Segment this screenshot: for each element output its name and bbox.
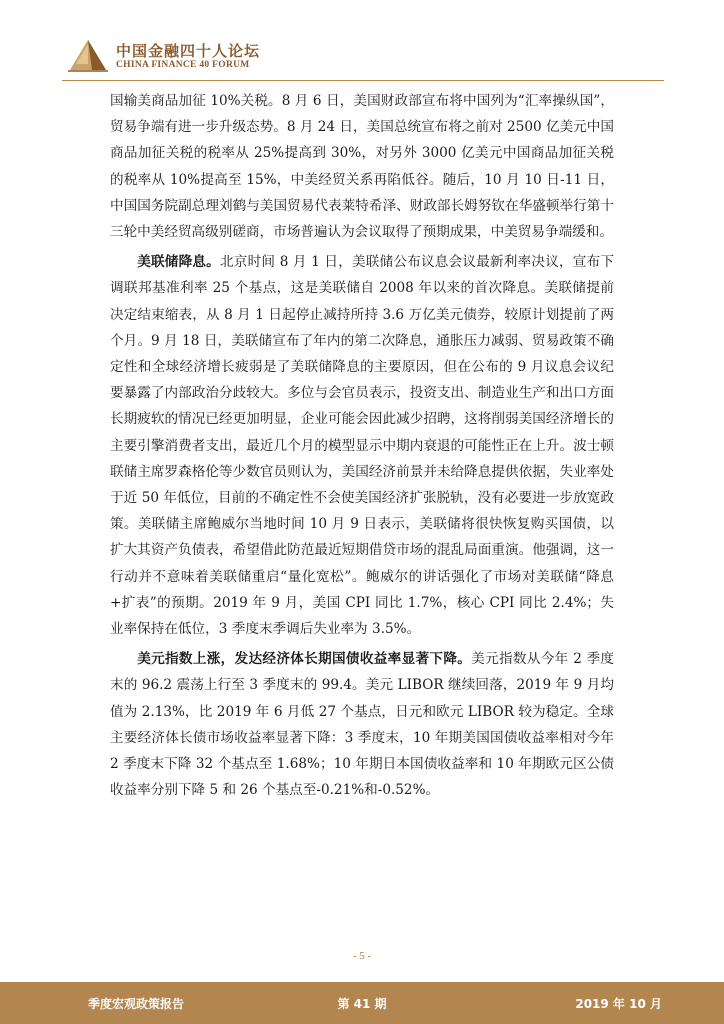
paragraph-trade-dispute (110, 88, 614, 245)
paragraph-text: 美元指数从今年 2 季度末的 96.2 震荡上行至 3 季度末的 99.4。美元 LIBOR 继续回落，2019 年 9 月均值为 2.13%，比 2019 年 6 月低 27 个基点，日元和欧元 LIBOR 较为稳定。全球主要经济体长债市场收益率显著下降：3 季度末，10 年期美国国债收益率相对今年 2 季度末下降 32 个基点至 1.68%；10 年期日本国债收益率和 10 年期欧元区公债收益率分别下降 5 和 26 个基点至-0.21%和-0.52%。 (110, 651, 615, 799)
page-header (0, 0, 724, 80)
brand-name-english: CHINA FINANCE 40 FORUM (116, 60, 250, 70)
footer-issue-number: 第 41 期 (337, 997, 387, 1011)
paragraph-lead: 美联储降息。 (137, 254, 220, 271)
report-body (110, 88, 614, 807)
page-number: - 5 - (352, 950, 372, 962)
footer-date: 2019 年 10 月 (575, 997, 662, 1011)
footer-report-title: 季度宏观政策报告 (88, 997, 185, 1011)
paragraph-lead: 美元指数上涨，发达经济体长期国债收益率显著下降。 (137, 651, 472, 668)
paragraph-text: 北京时间 8 月 1 日，美联储公布议息会议最新利率决议，宣布下调联邦基准利率 25 个基点，这是美联储自 2008 年以来的首次降息。美联储提前决定结束缩表，从 8 月 1 日起停止减持所持 3.6 万亿美元债券，较原计划提前了两个月。9 月 18 日，美联储宣布了年内的第二次降息，通胀压力减弱、贸易政策不确定性和全球经济增长疲弱是了美联储降息的主要原因，但在公布的 9 月议息会议纪要暴露了内部政治分歧较大。多位与会官员表示，投资支出、制造业生产和出口方面长期疲软的情况已经更加明显，企业可能会因此减少招聘，这将削弱美国经济增长的主要引擎消费者支出，最近几个月的模型显示中期内衰退的可能性正在上升。波士顿联储主席罗森格伦等少数官员则认为，美国经济前景并未给降息提供依据，失业率处于近 50 年低位，目前的不确定性不会使美国经济扩张脱轨，没有必要进一步放宽政策。美联储主席鲍威尔当地时间 10 月 9 日表示，美联储将很快恢复购买国债，以扩大其资产负债表，希望借此防范最近短期借贷市场的混乱局面重演。他强调，这一行动并不意味着美联储重启“量化宽松”。鲍威尔的讲话强化了市场对美联储“降息+扩表”的预期。2019 年 9 月，美国 CPI 同比 1.7%，核心 CPI 同比 2.4%；失业率保持在低位，3 季度末季调后失业率为 3.5%。 (110, 254, 614, 638)
paragraph-text: 国输美商品加征 10%关税。8 月 6 日，美国财政部宣布将中国列为“汇率操纵国”，贸易争端有进一步升级态势。8 月 24 日，美国总统宣布将之前对 2500 亿美元中国商品加征关税的税率从 25%提高到 30%，对另外 3000 亿美元中国商品加征关税的税率从 10%提高至 15%，中美经贸关系再陷低谷。随后，10 月 10 日-11 日，中国国务院副总理刘鹤与美国贸易代表莱特希泽、财政部长姆努钦在华盛顿举行第十三轮中美经贸高级别磋商，市场普遍认为会议取得了预期成果，中美贸易争端缓和。 (110, 93, 614, 241)
paragraph-fed-rate-cut (110, 249, 614, 642)
page-footer (0, 982, 724, 1024)
pyramid-logo-icon (66, 34, 110, 74)
paragraph-dollar-index (110, 646, 614, 803)
header-divider (62, 80, 664, 81)
brand-name-chinese: 中国金融四十人论坛 (116, 42, 261, 60)
